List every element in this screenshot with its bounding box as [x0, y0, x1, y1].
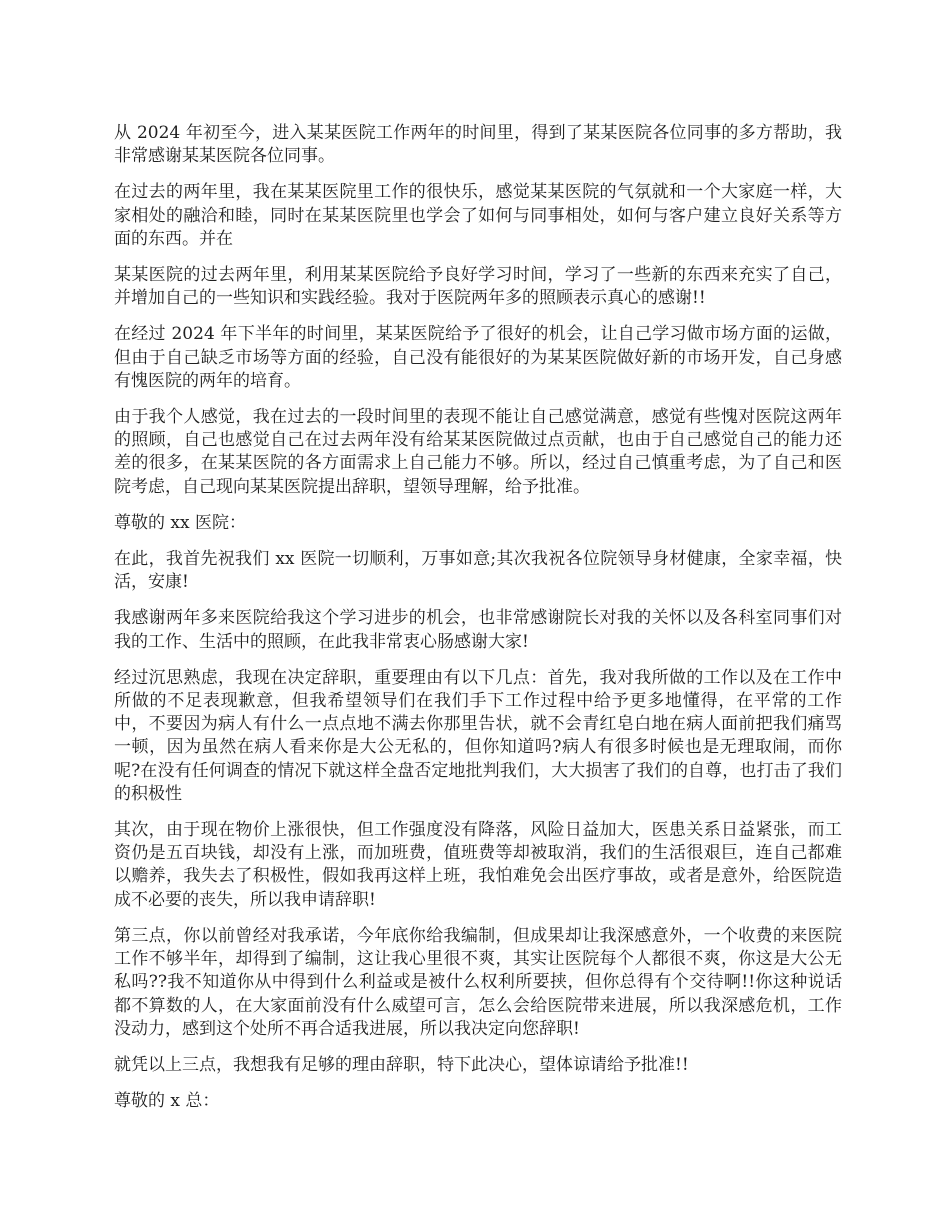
paragraph-reason-three: 第三点，你以前曾经对我承诺，今年底你给我编制，但成果却让我深感意外，一个收费的来医院工作不够半年，却得到了编制，这让我心里很不爽，其实让医院每个人都很不爽，你这是大公无私吗??我不知道你从中得到什么利益或是被什么权利所要挟，但你总得有个交待啊!!你这种说话都不算数的人，在大家面前没有什么威望可言，怎么会给医院带来进展，所以我深感危机，工作没动力，感到这个处所不再合适我进展，所以我决定向您辞职!: [114, 925, 842, 1039]
paragraph-reason-one: 经过沉思熟虑，我现在决定辞职，重要理由有以下几点：首先，我对我所做的工作以及在工作中所做的不足表现歉意，但我希望领导们在我们手下工作过程中给予更多地懂得，在平常的工作中，不要因为病人有什么一点点地不满去你那里告状，就不会青红皂白地在病人面前把我们痛骂一顿，因为虽然在病人看来你是大公无私的，但你知道吗?病人有很多时候也是无理取闹，而你呢?在没有任何调查的情况下就这样全盘否定地批判我们，大大损害了我们的自尊，也打击了我们的积极性: [114, 667, 842, 804]
paragraph-reason-two: 其次，由于现在物价上涨很快，但工作强度没有降落，风险日益加大，医患关系日益紧张，而工资仍是五百块钱，却没有上涨，而加班费，值班费等却被取消，我们的生活很艰巨，连自己都难以赡养，我失去了积极性，假如我再这样上班，我怕难免会出医疗事故，或者是意外，给医院造成不必要的丧失，所以我申请辞职!: [114, 820, 842, 910]
paragraph-learning-thanks: 某某医院的过去两年里，利用某某医院给予良好学习时间，学习了一些新的东西来充实了自己，并增加自己的一些知识和实践经验。我对于医院两年多的照顾表示真心的感谢!!: [114, 265, 842, 309]
paragraph-intro: 从 2024 年初至今，进入某某医院工作两年的时间里，得到了某某医院各位同事的多方帮助，我非常感谢某某医院各位同事。: [114, 123, 842, 167]
paragraph-team-atmosphere: 在过去的两年里，我在某某医院里工作的很快乐，感觉某某医院的气氛就和一个大家庭一样，大家相处的融洽和睦，同时在某某医院里也学会了如何与同事相处，如何与客户建立良好关系等方面的东西。并在: [114, 182, 842, 249]
salutation-hospital: 尊敬的 xx 医院：: [114, 512, 246, 533]
paragraph-good-wishes: 在此，我首先祝我们 xx 医院一切顺利，万事如意;其次我祝各位院领导身材健康，全家幸福，快活，安康!: [114, 549, 842, 593]
document-body: [114, 122, 842, 1126]
paragraph-conclusion: 就凭以上三点，我想我有足够的理由辞职，特下此决心，望体谅请给予批准!!: [114, 1054, 689, 1075]
salutation-manager: 尊敬的 x 总：: [114, 1091, 220, 1112]
paragraph-gratitude: 我感谢两年多来医院给我这个学习进步的机会，也非常感谢院长对我的关怀以及各科室同事们对我的工作、生活中的照顾，在此我非常衷心肠感谢大家!: [114, 608, 842, 652]
paragraph-market-experience: 在经过 2024 年下半年的时间里，某某医院给予了很好的机会，让自己学习做市场方面的运做，但由于自己缺乏市场等方面的经验，自己没有能很好的为某某医院做好新的市场开发，自己身感有愧医院的两年的培育。: [114, 324, 842, 391]
paragraph-resignation-reason: 由于我个人感觉，我在过去的一段时间里的表现不能让自己感觉满意，感觉有些愧对医院这两年的照顾，自己也感觉自己在过去两年没有给某某医院做过点贡献，也由于自己感觉自己的能力还差的很多，在某某医院的各方面需求上自己能力不够。所以，经过自己慎重考虑，为了自己和医院考虑，自己现向某某医院提出辞职，望领导理解，给予批准。: [114, 407, 842, 497]
